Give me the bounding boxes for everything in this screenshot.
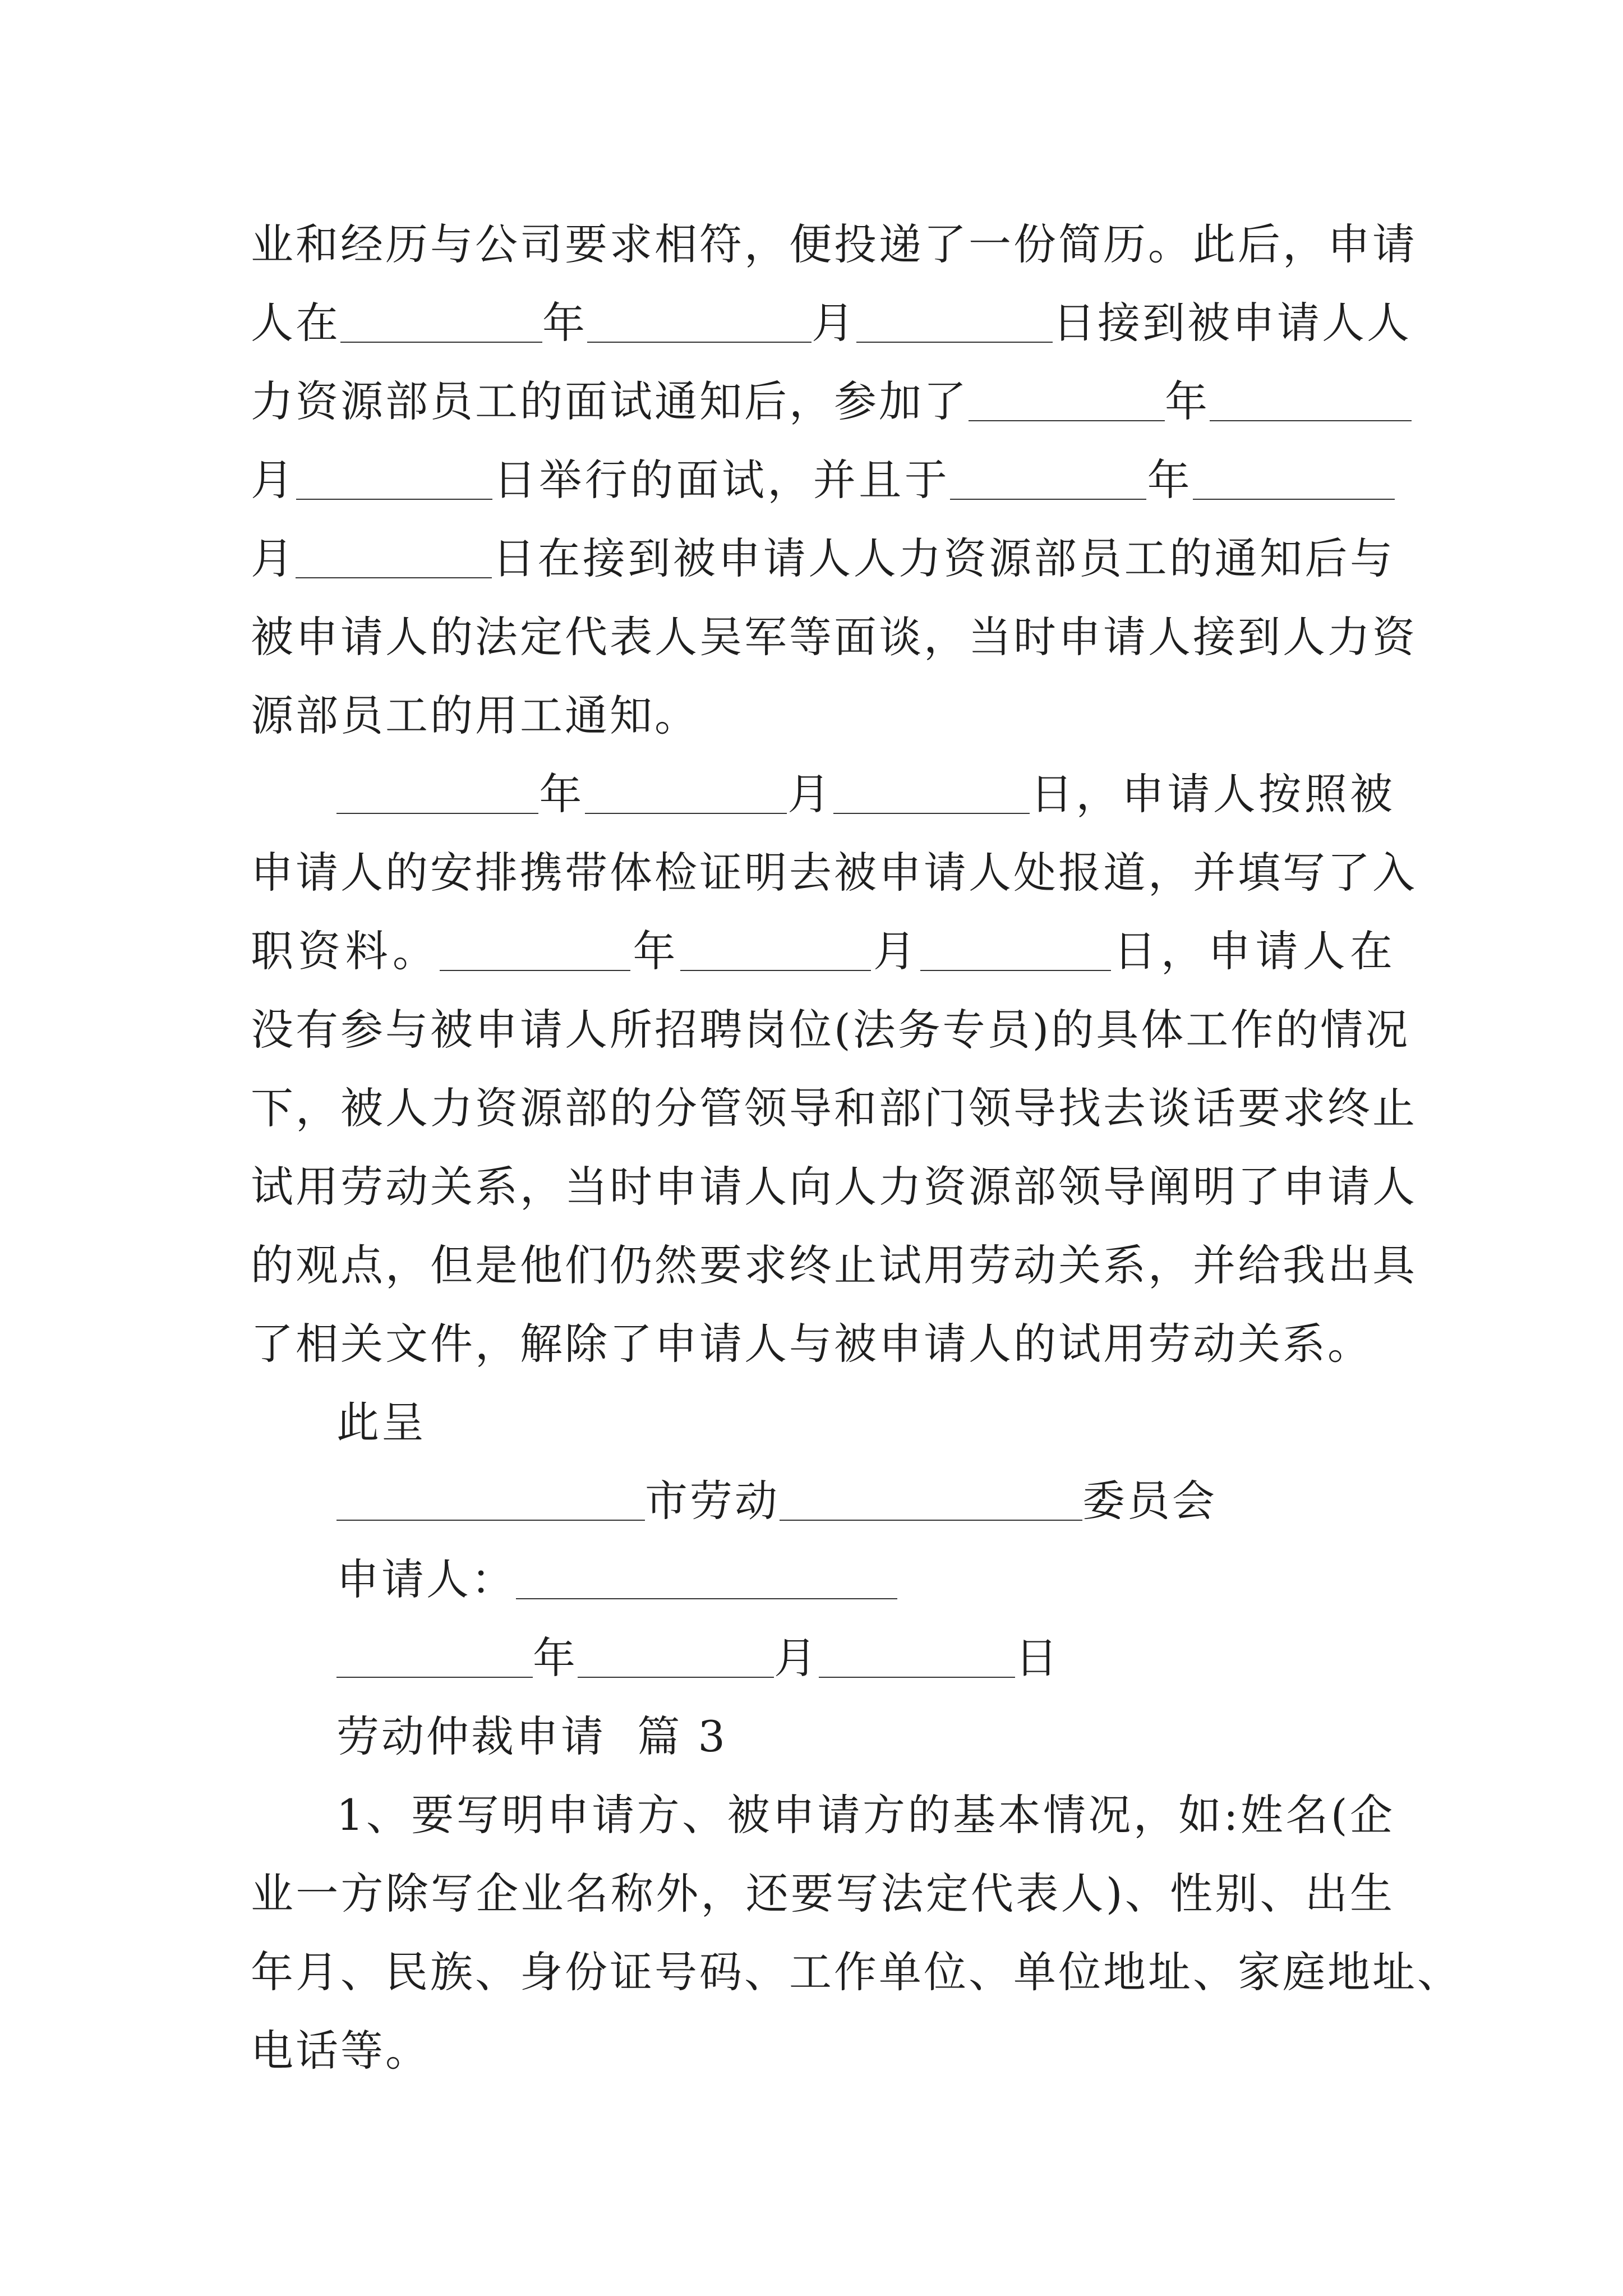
paragraph-line xyxy=(251,362,1395,441)
paragraph-line: 业一方除写企业名称外，还要写法定代表人)、性别、出生 xyxy=(251,1869,1395,1918)
fill-blank-year xyxy=(969,380,1165,421)
fill-blank-applicant xyxy=(516,1558,897,1599)
paragraph-line: 了相关文件，解除了申请人与被申请人的试用劳动关系。 xyxy=(251,1319,1372,1369)
fill-blank-month xyxy=(1193,458,1395,500)
text-fragment: 力资源部员工的面试通知后，参加了 xyxy=(251,376,969,426)
text-fragment: 日，申请人按照被 xyxy=(1029,769,1395,819)
text-fragment: 月 xyxy=(786,769,833,819)
paragraph-line: 年月、民族、身份证号码、工作单位、单位地址、家庭地址、 xyxy=(251,1947,1462,1997)
paragraph-line: 下，被人力资源部的分管领导和部门领导找去谈话要求终止 xyxy=(251,1083,1417,1133)
paragraph-line: 试用劳动关系，当时申请人向人力资源部领导阐明了申请人 xyxy=(251,1162,1417,1212)
text-fragment: 年 xyxy=(542,298,587,348)
text-fragment: 月 xyxy=(774,1633,819,1683)
fill-blank-day xyxy=(856,301,1053,343)
text-fragment: 日在接到被申请人人力资源部员工的通知后与 xyxy=(492,533,1395,583)
paragraph-line: 业和经历与公司要求相符，便投递了一份简历。此后，申请 xyxy=(251,219,1417,269)
fill-blank-year xyxy=(440,930,630,971)
paragraph-line: 没有参与被申请人所招聘岗位(法务专员)的具体工作的情况 xyxy=(251,1005,1410,1055)
fill-blank-day xyxy=(296,458,492,500)
text-fragment: 年 xyxy=(630,926,680,976)
fill-blank-committee xyxy=(780,1479,1082,1521)
paragraph-line xyxy=(251,755,1395,834)
fill-blank-year xyxy=(950,458,1146,500)
closing-text: 此呈 xyxy=(336,1397,426,1447)
fill-blank-year xyxy=(336,772,538,814)
fill-blank-month xyxy=(578,1636,774,1678)
applicant-line xyxy=(251,1540,1395,1619)
paragraph-line: 被申请人的法定代表人吴军等面谈，当时申请人接到人力资 xyxy=(251,612,1417,662)
fill-blank-month xyxy=(680,930,871,971)
text-fragment: 月 xyxy=(811,298,856,348)
paragraph-line: 电话等。 xyxy=(251,2026,430,2076)
committee-line xyxy=(251,1462,1395,1540)
text-fragment: 年 xyxy=(533,1633,578,1683)
paragraph-line: 源部员工的用工通知。 xyxy=(251,691,699,740)
text-fragment: 日，申请人在 xyxy=(1111,926,1395,976)
paragraph-line xyxy=(251,284,1412,362)
text-fragment: 月 xyxy=(251,533,296,583)
fill-blank-month xyxy=(585,772,787,814)
paragraph-line xyxy=(251,912,1395,991)
paragraph-line xyxy=(251,519,1395,598)
fill-blank-day xyxy=(296,537,492,578)
text-fragment: 月 xyxy=(251,455,297,505)
text-fragment: 年 xyxy=(538,769,585,819)
fill-blank-city xyxy=(336,1479,645,1521)
document-body xyxy=(251,205,1462,2090)
text-fragment: 年 xyxy=(1146,455,1193,505)
text-fragment: 月 xyxy=(870,926,921,976)
fill-blank-day xyxy=(833,772,1030,814)
fill-blank-month xyxy=(587,301,811,343)
text-fragment: 年 xyxy=(1165,376,1210,426)
fill-blank-month xyxy=(1210,380,1412,421)
text-fragment: 日举行的面试，并且于 xyxy=(492,455,951,505)
paragraph-line: 的观点，但是他们仍然要求终止试用劳动关系，并给我出具 xyxy=(251,1240,1417,1290)
text-fragment: 委员会 xyxy=(1082,1476,1217,1526)
text-fragment: 日接到被申请人人 xyxy=(1053,298,1412,348)
paragraph-line: 1、要写明申请方、被申请方的基本情况，如:姓名(企 xyxy=(336,1790,1395,1840)
text-fragment: 人在 xyxy=(251,298,340,348)
fill-blank-year xyxy=(336,1636,533,1678)
fill-blank-day xyxy=(819,1636,1015,1678)
paragraph-line: 申请人的安排携带体检证明去被申请人处报道，并填写了入 xyxy=(251,848,1417,898)
applicant-label: 申请人： xyxy=(336,1554,516,1604)
fill-blank-year xyxy=(340,301,542,343)
paragraph-line xyxy=(251,441,1395,519)
fill-blank-day xyxy=(920,930,1111,971)
date-line xyxy=(251,1619,1395,1697)
text-fragment: 市劳动 xyxy=(645,1476,780,1526)
text-fragment: 职资料。 xyxy=(251,926,440,976)
section-title: 劳动仲裁申请 篇 3 xyxy=(336,1711,727,1761)
text-fragment: 日 xyxy=(1015,1633,1060,1683)
